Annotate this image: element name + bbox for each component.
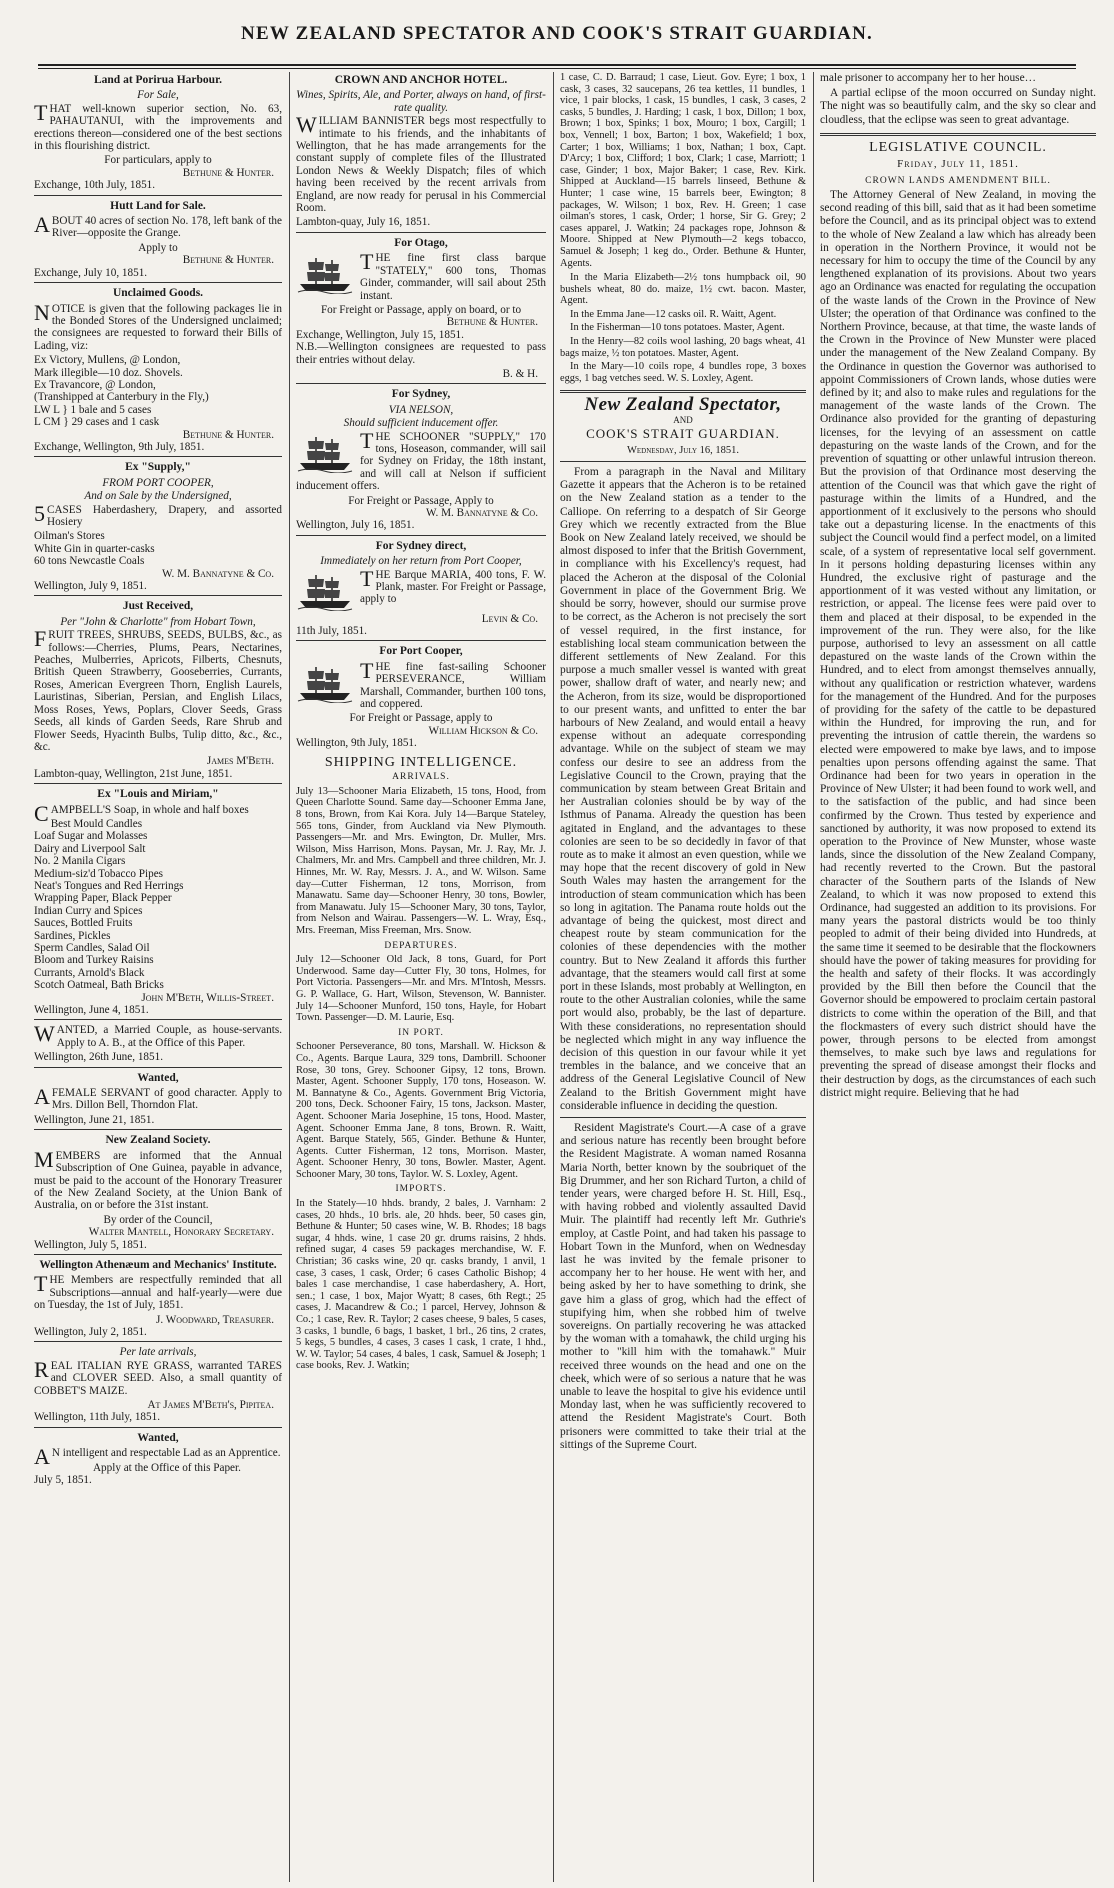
- ad-body: WANTED, a Married Couple, as house-servants. Apply to A. B., at the Office of this Paper.: [34, 1021, 282, 1049]
- ad-line: Dairy and Liverpool Salt: [34, 842, 146, 855]
- ad-body: MEMBERS are informed that the Annual Subscription of One Guinea, payable in advance, must be paid to the account of the Honorary Treasurer of the New Zealand Society, at the Union Bank of Australia, on or before the 31st instant.: [34, 1146, 282, 1212]
- ad-title: For Sydney,: [391, 388, 451, 401]
- nameplate: [560, 390, 806, 462]
- ad-line: White Gin in quarter-casks: [34, 542, 155, 555]
- council-date: Friday, July 11, 1851.: [897, 158, 1019, 171]
- ad-title: For Port Cooper,: [379, 645, 463, 658]
- ship-icon: [296, 663, 354, 703]
- ad-date: Exchange, July 10, 1851.: [34, 266, 148, 279]
- ad-line: Bloom and Turkey Raisins: [34, 954, 154, 967]
- ad-subtitle: Should sufficient inducement offer.: [343, 417, 499, 430]
- ad-date: Wellington, June 4, 1851.: [34, 1004, 149, 1017]
- masthead-rule: [38, 64, 1076, 69]
- ad-subtitle: And on Sale by the Undersigned,: [84, 490, 232, 503]
- ad-body: THE fine first class barque "STATELY," 600 tons, Thomas Ginder, commander, will sail about 25th instant.: [360, 249, 546, 302]
- ad-line: Ex Travancore, @ London,: [34, 378, 156, 391]
- import-entry: In the Emma Jane—12 casks oil. R. Waitt, Agent.: [570, 308, 777, 320]
- ad-date: Wellington, 26th June, 1851.: [34, 1051, 163, 1064]
- import-entry: In the Henry—82 coils wool lashing, 20 bags wheat, 41 bags maize, ½ ton potatoes. Master, Agent.: [560, 336, 806, 359]
- ad-title: Ex "Louis and Miriam,": [97, 788, 219, 801]
- ad-subtitle: VIA NELSON,: [388, 403, 454, 416]
- ad-line: Loaf Sugar and Molasses: [34, 830, 148, 843]
- ad-line: Ex Victory, Mullens, @ London,: [34, 354, 181, 367]
- ad-date: Wellington, July 5, 1851.: [34, 1238, 147, 1251]
- ad-line: No. 2 Manila Cigars: [34, 855, 126, 868]
- ad-subtitle: FROM PORT COOPER,: [102, 476, 214, 489]
- column-4: [816, 72, 1100, 1882]
- nameplate-and: AND: [673, 414, 693, 425]
- ad-body: THE fine fast-sailing Schooner PERSEVERANCE, William Marshall, Commander, burthen 100 tons, and coppered.: [360, 657, 546, 711]
- column-2: [292, 72, 550, 1882]
- shipping-title: SHIPPING INTELLIGENCE.: [324, 754, 518, 770]
- ad-body: THAT well-known superior section, No. 63, PAHAUTANUI, with the improvements and erections thereon—considered one of the best sections in this flourishing district.: [34, 99, 282, 153]
- inport-heading: IN PORT.: [398, 1027, 444, 1038]
- ad-signature: Bethune & Hunter.: [446, 316, 538, 329]
- ad-body: CAMPBELL'S Soap, in whole and half boxes: [34, 800, 249, 826]
- imports-text: In the Stately—10 hhds. brandy, 2 bales, J. Varnham: 2 cases, 20 hhds., 10 brls. ale, 20 hhds. beer, 50 cases gin, Bethune & Hunter; 50 cases wine, W. B. Rhodes; 18 bags sugar, 4 hhds. wine, 1 case 20 gr. drums raisins, 2 hhds. refined sugar, 4 cases 59 packages merchandise, W. F. Christian; 36 casks wine, 20 qr. casks brandy, 1 anvil, 1 case, 3 cases, 1 cask, Order; 6 cases Catholic Bishop; 4 bales 1 case merchandise, 1 case haberdashery, A. Hort, sen.; 1 case, 1 box, Major Wyatt; 8 cases, 6th Regt.; 25 cases, J. Macandrew & Co.; 1 parcel, Hervey, Johnson & Co.; 1 case, Rev. R. Taylor; 2 cases cheese, 9 bales, 5 cases, 3 casks, 1 bundle, 6 bags, 1 basket, 1 brl., 26 tins, 2 crates, 5 kegs, 5 bundles, 4 cases, 3 cases 1 cask, 1 crate, 1 hhd., W. W. Taylor; 54 cases, 4 bales, 1 cask, Samuel & Joseph; 1 case books, Rev. J. Watkin;: [296, 1198, 546, 1372]
- column-divider: [553, 72, 554, 1882]
- arrivals-heading: ARRIVALS.: [392, 772, 450, 783]
- ad-body: 5CASES Haberdashery, Drapery, and assorted Hosiery: [34, 500, 282, 528]
- ad-body: REAL ITALIAN RYE GRASS, warranted TARES and CLOVER SEED. Also, a small quantity of COBBET'S MAIZE.: [34, 1356, 282, 1397]
- import-entry: In the Mary—10 coils rope, 4 bundles rope, 3 boxes eggs, 1 bag vetches seed. W. S. Loxley, Agent.: [560, 361, 806, 384]
- ad-title: Just Received,: [122, 600, 194, 613]
- ad-title: Wanted,: [137, 1071, 179, 1084]
- ad-body: THE SCHOONER "SUPPLY," 170 tons, Hoseason, commander, will sail for Sydney on Friday, the 18th instant, and will call at Nelson if sufficient inducement offers.: [296, 427, 546, 493]
- ad-date: 11th July, 1851.: [296, 625, 367, 638]
- ad-body: ABOUT 40 acres of section No. 178, left bank of the River—opposite the Grange.: [34, 212, 282, 240]
- ad-signature: William Hickson & Co.: [428, 724, 538, 737]
- col1-ad: [34, 1134, 282, 1255]
- ad-line: Sardines, Pickles: [34, 929, 111, 942]
- editorial-text: From a paragraph in the Naval and Military Gazette it appears that the Acheron is to be retained on the New Zealand station as a tender to the Calliope. On referring to a despatch of Sir George Grey which we recently extracted from the Blue Book on New Zealand lately received, we should be almost disposed to infer that the British Government, in compliance with his Excellency's request, had placed the Acheron at the disposal of the Colonial Government in place of the Government Brig. We should be sorry, however, should our surmise prove to be correct, as the Acheron is not precisely the sort of vessel required, in the first instance, for establishing local steam communication between the different settlements of New Zealand. For this purpose a much smaller vessel is wanted with great power, shallow draft of water, and nearly new; and the Acheron, from its size, would be disproportioned to our present wants, and unfitted to enter the bar harbours of New Zealand, and would entail a heavy expense without an adequate corresponding advantage. While on the subject of steam we may confess our desire to see an address from the Legislative Council to the Crown, praying that the communication by steam between Great Britain and her Australian colonies should be by way of the Isthmus of Panama. Already the question has been agitated in England, and the advantages to these colonies are seen to be so decidedly in favor of that route as to make it almost an even question, while we may hope that the recent discovery of gold in New South Wales may hasten the arrangement for the introduction of steam communication which has been so long in agitation. The Panama route holds out the advantage of being the quickest, most direct and cheapest route by steam communication for the colonies of these dependencies with the mother country. But to New Zealand it affords this further advantage, that the steamers would call first at some port in these Islands, most probably at Wellington, en route to the other Australian colonies, while the same port would also, probably, be the last of departure. With these considerations, no representation should be neglected which might in any way influence the decision of this question in our favour while it yet trembles in the balance, and we conceive that an address of the General Legislative Council of New Zealand to the British Government might have considerable influence in deciding the question.: [560, 466, 806, 1112]
- col1-ad: [34, 1432, 282, 1490]
- col1-ad: [34, 200, 282, 283]
- ad-date: Exchange, Wellington, July 15, 1851.: [296, 328, 464, 341]
- col2-ad: [296, 645, 546, 752]
- ad-date: Wellington, July 9, 1851.: [34, 580, 147, 593]
- ad-title: New Zealand Society.: [105, 1134, 211, 1147]
- ad-signature: J. Woodward, Treasurer.: [156, 1313, 274, 1326]
- column-divider: [289, 72, 290, 1882]
- ad-signature: Bethune & Hunter.: [182, 254, 274, 267]
- col1-ad: [34, 600, 282, 784]
- ship-icon: [296, 254, 354, 294]
- court-report-continued: male prisoner to accompany her to her house…: [820, 72, 1037, 84]
- ad-title: Ex "Supply,": [125, 461, 191, 474]
- masthead: NEW ZEALAND SPECTATOR AND COOK'S STRAIT GUARDIAN.: [241, 23, 873, 44]
- ad-title: For Sydney direct,: [375, 539, 467, 552]
- ad-date: Exchange, Wellington, 9th July, 1851.: [34, 440, 205, 453]
- import-entry: In the Maria Elizabeth—2½ tons humpback oil, 90 bushels wheat, 80 do. maize, 1½ cwt. bacon. Master, Agent.: [560, 272, 806, 307]
- ad-body: AFEMALE SERVANT of good character. Apply to Mrs. Dillon Bell, Thorndon Flat.: [34, 1084, 282, 1112]
- ad-subtitle: Wines, Spirits, Ale, and Porter, always on hand, of first-rate quality.: [296, 89, 546, 114]
- ad-date: Wellington, June 21, 1851.: [34, 1113, 155, 1126]
- ad-title: For Otago,: [394, 236, 448, 249]
- arrivals-text: July 13—Schooner Maria Elizabeth, 15 tons, Hood, from Queen Charlotte Sound. Same day—Schooner Emma Jane, 8 tons, Brown, from Kai Kora. July 14—Barque Stateley, 565 tons, Ginder, from Auckland via New Plymouth. Passengers—Mr. and Mrs. Ewington, Dr. Muller, Mrs. Wilson, Miss Harrison, Mons. Paysan, Mr. J. Ray, Mr. J. Chalmers, Mr. and Mrs. Campbell and three children, Mr. J. Hinnes, Mr. W. Ray, Messrs. J. A., and W. Wilson. Same day—Cutter Fisherman, 12 tons, Morrison, from Manawatu. Same day—Schooner Henry, 30 tons, Bowler, from Manawatu. July 15—Schooner Mary, 30 tons, Taylor, from Nelson and Wairau. Passengers—W. L. Wray, Esq., Mrs. Freeman, Miss Freeman, Mrs. Snow.: [296, 785, 546, 936]
- ad-instruction: For Freight or Passage, apply on board, or to: [320, 303, 522, 316]
- ad-body: THE Members are respectfully reminded that all Subscriptions—annual and half-yearly—were due on Tuesday, the 1st of July, 1851.: [34, 1271, 282, 1312]
- ad-date: Wellington, 11th July, 1851.: [34, 1411, 160, 1424]
- ad-instruction: By order of the Council,: [103, 1213, 213, 1226]
- ad-date: Exchange, 10th July, 1851.: [34, 179, 156, 192]
- import-entry: In the Fisherman—10 tons potatoes. Master, Agent.: [570, 322, 785, 334]
- nameplate-subtitle: COOK'S STRAIT GUARDIAN.: [586, 426, 780, 442]
- ad-line: LW L } 1 bale and 5 cases: [34, 403, 152, 416]
- ad-signature: Levin & Co.: [481, 612, 538, 625]
- ad-line: Indian Curry and Spices: [34, 904, 143, 917]
- ad-line: Scotch Oatmeal, Bath Bricks: [34, 979, 164, 992]
- eclipse-note: A partial eclipse of the moon occurred on Sunday night. The night was so beautifully calm, and the sky so clear and cloudless, that the eclipse was seen to great advantage.: [820, 87, 1096, 126]
- ad-title: Unclaimed Goods.: [112, 287, 204, 300]
- col1-ad: [34, 1259, 282, 1342]
- shipping-intelligence: [296, 754, 546, 1377]
- ad-subtitle: For Sale,: [137, 89, 179, 102]
- ship-icon: [296, 433, 354, 473]
- ad-signature: Walter Mantell, Honorary Secretary.: [88, 1226, 274, 1239]
- ad-date: Lambton-quay, July 16, 1851.: [296, 216, 431, 229]
- nameplate-date: Wednesday, July 16, 1851.: [560, 445, 806, 462]
- ad-instruction: Apply at the Office of this Paper.: [92, 1461, 241, 1474]
- ad-line: Sauces, Bottled Fruits: [34, 917, 133, 930]
- imports-continued: 1 case, C. D. Barraud; 1 case, Lieut. Gov. Eyre; 1 box, 1 cask, 3 cases, 32 saucepans, 26 tea kettles, 11 bundles, 1 vice, 1 pair blocks, 1 cask, 15 bundles, 1 cask, 3 cases, 2 casks, 5 bundles, J. Harding; 1 cask, 1 box, Dillon; 1 box, Brown; 1 box, Spinks; 1 box, Mouro; 1 box, Cargill; 1 box, Vennell; 1 box, Barton; 1 box, Wakefield; 1 box, Carter; 1 box, Williams; 1 box, Nathan; 1 box, Capt. D'Arcy; 1 box, Clifford; 1 box, Clark; 1 case, Marriott; 1 case, Ginder; 1 box, Major Baker; 1 case, Rev. Kirk. Shipped at Auckland—15 barrels linseed, Bethune & Hunter; 1 case wine, 15 barrels beer, Ewington; 8 packages, W. Wilson; 1 box, Rev. H. Green; 1 case oilman's stores, 1 cask, Order; 1 horse, Sir G. Grey; 2 cases apparel, J. Watkin; 24 packages rope, Johnson & Moore. Shipped at New Plymouth—2 kegs tobacco, Samuel & Joseph; 1 keg do., Order. Bethune & Hunter, Agents.: [560, 72, 806, 269]
- departures-heading: DEPARTURES.: [384, 940, 458, 951]
- ad-body: THE Barque MARIA, 400 tons, F. W. Plank, master. For Freight or Passage, apply to: [360, 565, 546, 606]
- departures-text: July 12—Schooner Old Jack, 8 tons, Guard, for Port Underwood. Same day—Cutter Fly, 30 tons, Holmes, for Port Victoria. Passengers—Mr. and Mrs. M'Intosh, Messrs. G. P. Wallace, G. Hart, Wilson, Stevenson, W. Bannister. July 14—Schooner Munford, 150 tons, Hayle, for Hobart Town. Passenger—D. M. Laurie, Esq.: [296, 954, 546, 1024]
- ad-title: Wellington Athenæum and Mechanics' Institute.: [39, 1258, 277, 1271]
- ad-signature: W. M. Bannatyne & Co.: [425, 507, 538, 519]
- inport-text: Schooner Perseverance, 80 tons, Marshall. W. Hickson & Co., Agents. Barque Laura, 329 tons, Dambrill. Schooner Rose, 30 tons, Grey. Schooner Gipsy, 12 tons, Brown. Master, Agent. Schooner Supply, 170 tons, Hoseason. W. M. Bannatyne & Co., Agents. Government Brig Victoria, 200 tons, Deck. Schooner Fairy, 15 tons, Jackson. Master, Agent. Schooner Maria Josephine, 15 tons, Hood. Master, Agent. Schooner Emma Jane, 8 tons, Brown. R. Waitt, Agent. Barque Stately, 565, Ginder. Bethune & Hunter, Agents. Cutter Fisherman, 12 tons, Morrison. Master, Agent. Schooner Henry, 30 tons, Bowler. Master, Agent. Schooner Mary, 30 tons, Taylor. W. S. Loxley, Agent.: [296, 1041, 546, 1180]
- council-text: The Attorney General of New Zealand, in moving the second reading of this bill, said that as it had been sometime before the Council, and as its principal object was to extend to the whole of New Zealand a law which has already been in operation in the Northern Province, it would not be necessary for him to occupy the time of the Council by any lengthened explanation of its provisions. About two years ago an Ordinance was enacted for regulating the occupation of the waste lands of the Crown in the Province of New Ulster; the operation of that Ordinance was confined to the Northern Province, because, at that time, the waste lands of the Crown in the Province of New Munster were placed under the management of the New Zealand Company. By the Ordinance in question the Governor was authorised to appoint Commissioners of Crown lands, whose duties were defined by it; and also to make rules and regulations for the management of the waste lands of the Crown. The Ordinance also provided for the granting of depasturing licenses, for the levying of an assessment on cattle depasturing on the waste lands of the Crown, and for the prevention of squatting or other unlawful intrusion thereon. But the provision of that Ordinance most deserving the attention of the Council was that which gave the right of pasturage within the limits of a Hundred, and the apportionment of it exclusively to the persons who should take out a depasturing license. In the enactments of this subject the Council would find a perfect model, on a limited scale, of a system of representative local self government. In it persons holding depasturing licenses within any Hundred, the exclusive right of pasturage and the apportionment of it was vested without any limitation, or restriction, or appeal. The license fees were paid over to them and placed at their disposal, to be expended in the improvement of the run. They were also, for the like purpose, authorised to levy an assessment on all cattle depastured on the waste lands of the Crown within the Hundred, and to elect from amongst themselves annually, without any qualification or restriction whatever, wardens for the management of the Hundred. And for the purposes of providing for the safety of the cattle to be depastured within the Hundred, for improving the run, and for preventing the intrusion of cattle therein, the wardens so elected were empowered to make bye laws, and to impose penalties upon persons offending against the same. That Ordinance had been for two years in operation in the Province of New Ulster; it had been found to work well, and to the satisfaction of the public, and had since been confirmed by the Crown. Thus tested by experience and sanctioned by authority, it was now proposed to extend its operation to the Province of New Munster, whose waste lands, since the dissolution of the New Zealand Company, had recently reverted to the Crown. But the pastoral character of the Southern parts of the Islands of New Zealand, to which it was now proposed to extend this Ordinance, had suggested an addition to its provisions. For many years the pastoral districts would be too thinly peopled to admit of their being divided into Hundreds, at the same time it seemed to be desirable that the flockowners should have the power of taking measures for providing for the health and safety of their flocks. It was accordingly provided by the Bill then before the Council that the Governor should be empowered to proclaim certain pastoral districts to come within the operation of the Bill, and that the flockmasters of every such district should have the power, through persons to be elected from amongst themselves, to make such bye laws and regulations for preventing the spread of disease amongst their flocks and their destruction by dogs, as the circumstances of each such district might require. Believing that he had: [820, 189, 1096, 1099]
- ad-note: N.B.—Wellington consignees are requested to pass their entries without delay.: [296, 341, 546, 366]
- ad-subtitle: Per late arrivals,: [119, 1346, 197, 1359]
- ad-body: FRUIT TREES, SHRUBS, SEEDS, BULBS, &c., as follows:—Cherries, Plums, Pears, Nectarines, Peaches, Mulberries, Apricots, Filberts, Chesnuts, British Queen Strawberry, Gooseberries, Currants, Roses, American Evergreen Thorn, English Laurels, Lauristinas, Siberian, Persian, and English Lilacs, Moss Roses, Yews, Poplars, Clover Seeds, Grass Seeds, all kinds of Garden Seeds, Rare Shrub and Flower Seeds, Hyacinth Bulbs, Tulip ditto, &c., &c., &c.: [34, 626, 282, 753]
- column-divider: [813, 72, 814, 1882]
- council-bill: CROWN LANDS AMENDMENT BILL.: [865, 175, 1051, 186]
- ad-body: NOTICE is given that the following packages lie in the Bonded Stores of the Undersigned unclaimed; the consignees are requested to forward their Bills of Lading, viz:: [34, 299, 282, 352]
- col1-ad: [34, 74, 282, 196]
- ad-line: Wrapping Paper, Black Pepper: [34, 892, 172, 905]
- ad-signature: At James M'Beth's, Pipitea.: [147, 1399, 274, 1411]
- col1-ad: [34, 1346, 282, 1427]
- ad-date: Lambton-quay, Wellington, 21st June, 1851.: [34, 767, 233, 780]
- ad-signature: Bethune & Hunter.: [182, 166, 274, 179]
- ad-signature: John M'Beth, Willis-Street.: [141, 991, 274, 1004]
- column-1: [30, 72, 286, 1882]
- ad-instruction: For particulars, apply to: [104, 154, 212, 167]
- col2-ad: [296, 388, 546, 535]
- ad-body: WILLIAM BANNISTER begs most respectfully to intimate to his friends, and the inhabitants of Wellington, that he has made arrangements for the constant supply of complete files of the Illustrated London News & Weekly Dispatch; files of which having been received by the recent arrivals from England, are now ready for perusal in his Commercial Room.: [296, 112, 546, 215]
- ad-date: Wellington, 9th July, 1851.: [296, 737, 417, 750]
- council-title: LEGISLATIVE COUNCIL.: [820, 133, 1096, 154]
- ad-line: Mark illegible—10 doz. Shovels.: [34, 366, 183, 379]
- col1-ad: [34, 287, 282, 457]
- ad-line: 60 tons Newcastle Coals: [34, 555, 145, 568]
- col1-ad: [34, 461, 282, 596]
- ad-line: Sperm Candles, Salad Oil: [34, 942, 150, 954]
- ad-line: Neat's Tongues and Red Herrings: [34, 879, 184, 892]
- ad-signature: Bethune & Hunter.: [182, 428, 274, 441]
- ad-subtitle: Per "John & Charlotte" from Hobart Town,: [60, 615, 256, 628]
- ad-date: Wellington, July 2, 1851.: [34, 1325, 147, 1338]
- col2-ad: [296, 540, 546, 642]
- ad-line: (Transhipped at Canterbury in the Fly,): [34, 391, 209, 404]
- ad-line: Currants, Arnold's Black: [34, 966, 145, 979]
- ad-line: Best Mould Candles: [50, 817, 143, 830]
- col1-ad: [34, 1021, 282, 1067]
- ad-title: Wanted,: [137, 1431, 179, 1444]
- nameplate-title: New Zealand Spectator,: [584, 394, 782, 416]
- ad-signature: B. & H.: [502, 367, 538, 380]
- ad-instruction: Apply to: [138, 241, 178, 254]
- col2-ad: [296, 74, 546, 233]
- ad-body: AN intelligent and respectable Lad as an Apprentice.: [34, 1444, 281, 1470]
- ad-line: Oilman's Stores: [34, 530, 105, 543]
- col1-ad: [34, 1072, 282, 1131]
- column-3: [556, 72, 810, 1882]
- ad-line: L CM } 29 cases and 1 cask: [34, 416, 160, 429]
- ship-icon: [296, 571, 354, 611]
- ad-line: Medium-siz'd Tobacco Pipes: [34, 867, 164, 880]
- col2-ad: [296, 237, 546, 384]
- ad-date: Wellington, July 16, 1851.: [296, 519, 415, 532]
- court-report: Resident Magistrate's Court.—A case of a grave and serious nature has recently been brought before the Resident Magistrate. A woman named Rosanna Maria North, better known by the soubriquet of the Big Drummer, and her son Richard Turton, a child of tender years, were charged before H. St. Hill, Esq., with having robbed and violently assaulted David Muir. The plaintiff had recently left Mr. Guthrie's employ, at Castle Point, and had taken his passage to Hobart Town in the Munford, when on Wednesday last he was invited by the female prisoner to accompany her to her house. He went with her, and being asked by her to have something to drink, she gave him a glass of grog, which had the effect of stupifying him, when she robbed him of twelve sovereigns. On partially recovering he was attacked by the woman with a tomahawk, the child urging his mother to "kill him with the tomahawk." Muir received three wounds on the head and one on the cheek, which were of so serious a nature that he was unable to leave the hospital to give his evidence until Monday last, when he was sufficiently recovered to attend the Resident Magistrate's Court. Both prisoners were committed to take their trial at the sittings of the Supreme Court.: [560, 1122, 806, 1451]
- col1-ad: [34, 788, 282, 1020]
- ad-signature: W. M. Bannatyne & Co.: [161, 567, 274, 580]
- ad-title: Land at Porirua Harbour.: [93, 74, 222, 86]
- ad-signature: James M'Beth.: [206, 755, 274, 768]
- imports-heading: IMPORTS.: [395, 1184, 447, 1195]
- columns: [30, 72, 1100, 1882]
- ad-title: CROWN AND ANCHOR HOTEL.: [334, 74, 508, 86]
- ad-instruction: For Freight or Passage, Apply to: [348, 494, 494, 507]
- ad-date: July 5, 1851.: [34, 1474, 92, 1487]
- ad-instruction: For Freight or Passage, apply to: [349, 712, 493, 725]
- ad-title: Hutt Land for Sale.: [110, 199, 206, 212]
- ad-subtitle: Immediately on her return from Port Cooper,: [320, 555, 522, 568]
